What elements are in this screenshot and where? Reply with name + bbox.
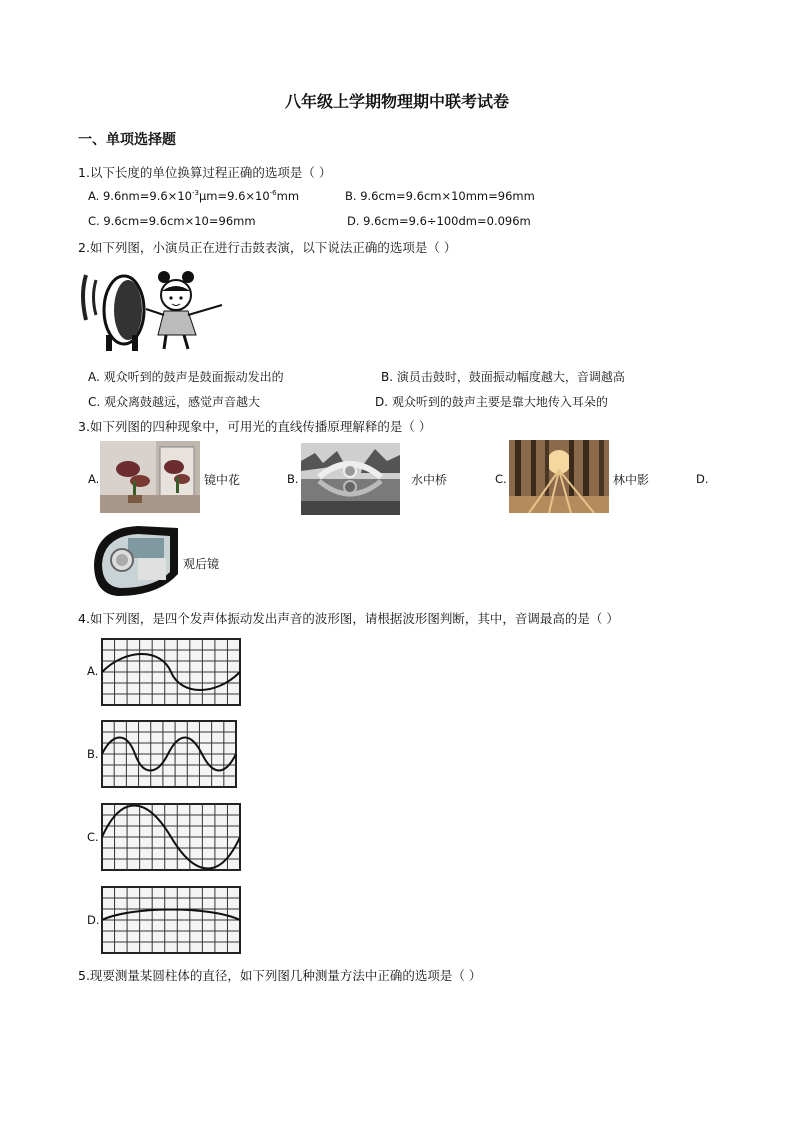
page-title: 八年级上学期物理期中联考试卷: [284, 92, 509, 111]
bridge-reflection-photo: [301, 443, 400, 515]
question-4-option-b-label: B.: [87, 747, 99, 761]
question-3-option-b-text: 水中桥: [411, 473, 448, 487]
waveform-b: [101, 720, 237, 788]
question-2-stem: 2.如下列图，小演员正在进行击鼓表演，以下说法正确的选项是（ ）: [78, 240, 457, 255]
section-heading-single-choice: 一、单项选择题: [78, 132, 176, 148]
rearview-mirror-photo: [88, 524, 182, 600]
question-3-option-b-letter: B.: [287, 472, 299, 486]
question-2-option-d: D. 观众听到的鼓声主要是靠大地传入耳朵的: [375, 395, 608, 409]
question-1-option-c: C. 9.6cm=9.6cm×10=96mm: [88, 214, 256, 228]
question-3-option-d-letter: D.: [696, 472, 709, 486]
question-2-option-b: B. 演员击鼓时，鼓面振动幅度越大，音调越高: [381, 370, 625, 384]
question-5-stem: 5.现要测量某圆柱体的直径，如下列图几种测量方法中正确的选项是（ ）: [78, 968, 482, 983]
flower-in-mirror-photo: [100, 441, 200, 513]
question-3-option-a-text: 镜中花: [204, 473, 241, 487]
question-4-option-a-label: A.: [87, 664, 99, 678]
question-3-option-a-letter: A.: [88, 472, 100, 486]
question-3-option-c-text: 林中影: [613, 473, 650, 487]
question-1-option-d: D. 9.6cm=9.6÷100dm=0.096m: [347, 214, 531, 228]
question-2-option-c: C. 观众离鼓越远，感觉声音越大: [88, 395, 261, 409]
question-1-stem: 1.以下长度的单位换算过程正确的选项是（ ）: [78, 165, 332, 180]
question-2-option-a: A. 观众听到的鼓声是鼓面振动发出的: [88, 370, 284, 384]
question-4-option-c-label: C.: [87, 830, 99, 844]
question-3-option-d-text: 观后镜: [183, 557, 220, 571]
forest-shadow-photo: [509, 440, 609, 513]
question-4-stem: 4.如下列图，是四个发声体振动发出声音的波形图，请根据波形图判断，其中，音调最高的是（ ）: [78, 611, 619, 626]
question-3-option-c-letter: C.: [495, 472, 507, 486]
drummer-illustration: [76, 265, 230, 355]
waveform-c: [101, 803, 241, 871]
waveform-a: [101, 638, 241, 706]
question-4-option-d-label: D.: [87, 913, 100, 927]
question-3-stem: 3.如下列图的四种现象中，可用光的直线传播原理解释的是（ ）: [78, 419, 432, 434]
question-1-option-a: A. $9.6nm=9.6\times 10^{-3}\mu m=9.6\times 10^{-6}mm$: [88, 189, 300, 203]
waveform-d: [101, 886, 241, 954]
question-1-option-b: B. 9.6cm=9.6cm×10mm=96mm: [345, 189, 535, 203]
